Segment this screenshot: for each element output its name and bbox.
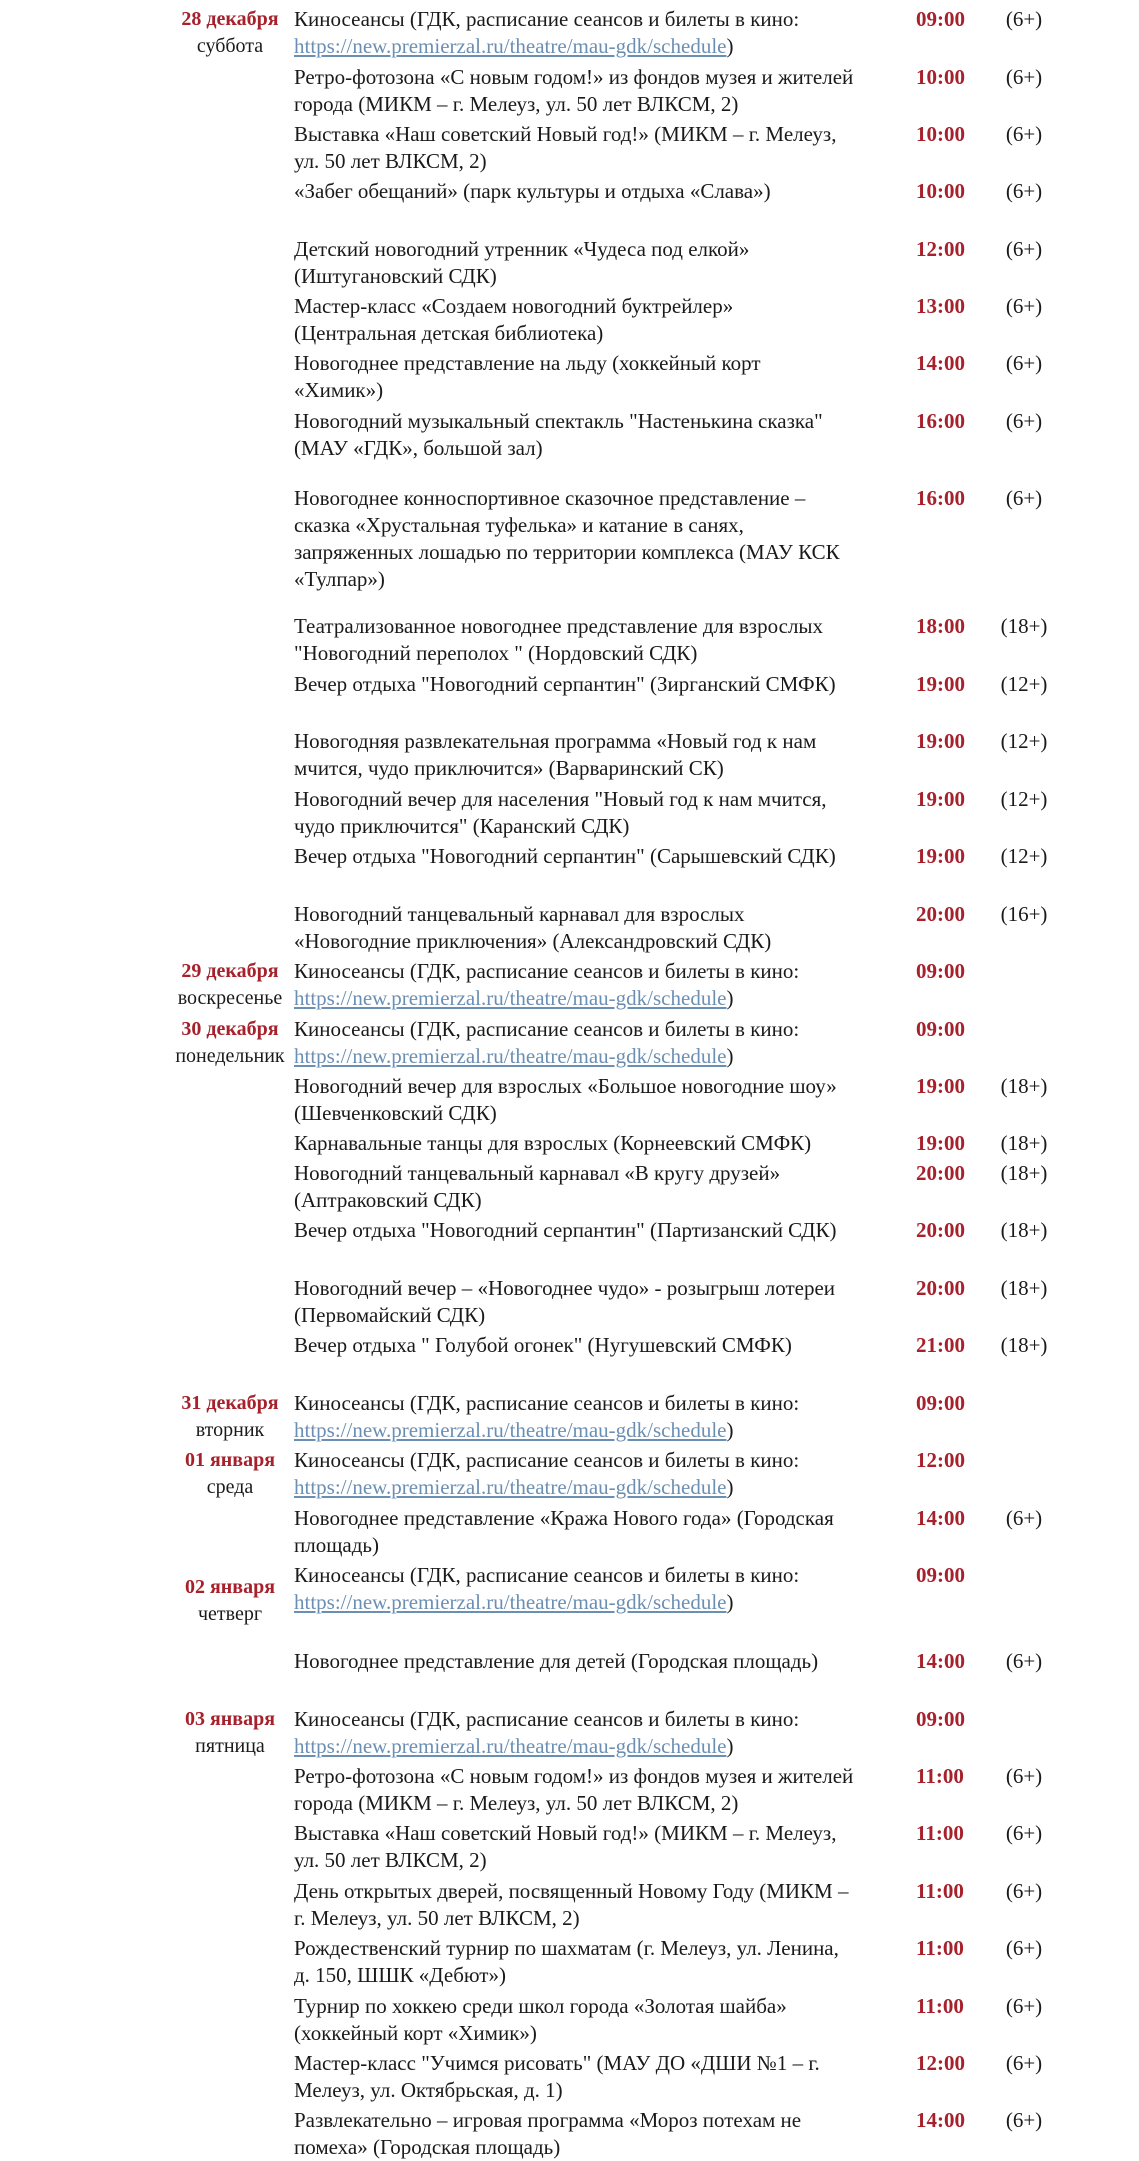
event-description	[294, 293, 914, 347]
age-rating: (12+)	[1000, 672, 1048, 696]
event-text-line: Выставка «Наш советский Новый год!» (МИКМ – г. Мелеуз,	[294, 122, 837, 146]
event-text-line: города (МИКМ – г. Мелеуз, ул. 50 лет ВЛКСМ, 2)	[294, 1791, 739, 1815]
event-text-line: (Аптраковский СДК)	[294, 1188, 482, 1212]
event-time: 10:00	[916, 122, 965, 146]
event-description	[294, 1016, 914, 1070]
event-time: 11:00	[916, 1936, 964, 1960]
event-description	[294, 728, 914, 782]
event-text-line: (Шевченковский СДК)	[294, 1101, 497, 1125]
age-rating: (18+)	[1000, 614, 1048, 638]
event-description	[294, 408, 914, 462]
event-time: 20:00	[916, 1161, 965, 1185]
event-description	[294, 1763, 914, 1817]
event-time: 14:00	[916, 1649, 965, 1673]
age-rating: (6+)	[1005, 351, 1043, 375]
event-time: 09:00	[916, 1707, 965, 1731]
event-text-line: Новогодний музыкальный спектакль "Настенькина сказка"	[294, 409, 823, 433]
event-text-line: (МАУ «ГДК», большой зал)	[294, 436, 543, 460]
link-closing-paren: )	[726, 1044, 734, 1068]
event-text-line: Киносеансы (ГДК, расписание сеансов и билеты в кино:	[294, 1448, 800, 1472]
event-text-line: Киносеансы (ГДК, расписание сеансов и билеты в кино:	[294, 1017, 800, 1041]
age-rating: (6+)	[1005, 409, 1043, 433]
date-cell	[160, 1706, 300, 1760]
age-rating: (6+)	[1005, 1649, 1043, 1673]
date-cell	[160, 1447, 300, 1501]
event-description	[294, 6, 914, 60]
event-time: 11:00	[916, 1879, 964, 1903]
event-weekday: пятница	[195, 1735, 265, 1757]
link-closing-paren: )	[726, 1590, 734, 1614]
event-text-line: Новогоднее конноспортивное сказочное представление –	[294, 486, 806, 510]
event-text-line: Новогодний вечер для взрослых «Большое новогодние шоу»	[294, 1074, 837, 1098]
event-text-line: Киносеансы (ГДК, расписание сеансов и билеты в кино:	[294, 959, 800, 983]
event-text-line: г. Мелеуз, ул. 50 лет ВЛКСМ, 2)	[294, 1906, 580, 1930]
event-text-line: Мастер-класс "Учимся рисовать" (МАУ ДО «ДШИ №1 – г.	[294, 2051, 820, 2075]
event-text-line: «Химик»)	[294, 378, 384, 402]
event-time: 12:00	[916, 1448, 965, 1472]
event-description	[294, 350, 914, 404]
age-rating: (6+)	[1005, 122, 1043, 146]
age-rating: (6+)	[1005, 2108, 1043, 2132]
link-closing-paren: )	[726, 1418, 734, 1442]
date-cell	[160, 958, 300, 1012]
event-time: 09:00	[916, 1391, 965, 1415]
event-text-line: Киносеансы (ГДК, расписание сеансов и билеты в кино:	[294, 1707, 800, 1731]
event-description	[294, 64, 914, 118]
event-description	[294, 121, 914, 175]
event-time: 11:00	[916, 1994, 964, 2018]
event-description	[294, 1993, 914, 2047]
event-weekday: суббота	[196, 35, 264, 57]
age-rating: (6+)	[1005, 1821, 1043, 1845]
event-text-line: (Первомайский СДК)	[294, 1303, 486, 1327]
link-closing-paren: )	[726, 1734, 734, 1758]
event-weekday: воскресенье	[177, 987, 283, 1009]
age-rating: (18+)	[1000, 1276, 1048, 1300]
event-time: 09:00	[916, 959, 965, 983]
event-description	[294, 178, 914, 205]
event-date: 01 января	[184, 1449, 276, 1471]
event-time: 19:00	[916, 729, 965, 753]
schedule-link[interactable]: https://new.premierzal.ru/theatre/mau-gdk/schedule	[294, 34, 727, 58]
age-rating: (12+)	[1000, 844, 1048, 868]
event-text-line: д. 150, ШШК «Дебют»)	[294, 1963, 506, 1987]
link-closing-paren: )	[726, 986, 734, 1010]
event-text-line: "Новогодний переполох " (Нордовский СДК)	[294, 641, 698, 665]
event-text-line: День открытых дверей, посвященный Новому Году (МИКМ –	[294, 1879, 849, 1903]
event-description	[294, 1935, 914, 1989]
event-text-line: Новогодний вечер для населения "Новый год к нам мчится,	[294, 787, 827, 811]
event-text-line: города (МИКМ – г. Мелеуз, ул. 50 лет ВЛКСМ, 2)	[294, 92, 739, 116]
age-rating: (16+)	[1000, 902, 1048, 926]
event-text-line: Мелеуз, ул. Октябрьская, д. 1)	[294, 2078, 563, 2102]
event-time: 12:00	[916, 2051, 965, 2075]
event-description	[294, 1648, 914, 1675]
age-rating: (18+)	[1000, 1074, 1048, 1098]
event-text-line: Новогодний танцевальный карнавал для взрослых	[294, 902, 745, 926]
event-date: 30 декабря	[181, 1018, 279, 1040]
event-text-line: Новогоднее представление для детей (Городская площадь)	[294, 1649, 819, 1673]
event-time: 20:00	[916, 1276, 965, 1300]
event-text-line: Театрализованное новогоднее представление для взрослых	[294, 614, 824, 638]
date-cell	[160, 1574, 300, 1628]
event-text-line: ул. 50 лет ВЛКСМ, 2)	[294, 149, 487, 173]
age-rating: (18+)	[1000, 1161, 1048, 1185]
event-time: 10:00	[916, 65, 965, 89]
event-description	[294, 1073, 914, 1127]
event-date: 03 января	[184, 1708, 276, 1730]
event-description	[294, 236, 914, 290]
event-description	[294, 786, 914, 840]
event-weekday: четверг	[197, 1603, 263, 1625]
event-description	[294, 1820, 914, 1874]
event-text-line: Новогодний танцевальный карнавал «В кругу друзей»	[294, 1161, 781, 1185]
event-time: 18:00	[916, 614, 965, 638]
schedule-link[interactable]: https://new.premierzal.ru/theatre/mau-gdk/schedule	[294, 1590, 727, 1614]
age-rating: (6+)	[1005, 7, 1043, 31]
event-time: 20:00	[916, 1218, 965, 1242]
event-text-line: Мастер-класс «Создаем новогодний буктрейлер»	[294, 294, 734, 318]
age-rating: (6+)	[1005, 65, 1043, 89]
event-text-line: сказка «Хрустальная туфелька» и катание в санях,	[294, 513, 744, 537]
age-rating: (6+)	[1005, 237, 1043, 261]
schedule-link[interactable]: https://new.premierzal.ru/theatre/mau-gdk/schedule	[294, 1734, 727, 1758]
event-time: 12:00	[916, 237, 965, 261]
event-text-line: чудо приключится" (Каранский СДК)	[294, 814, 630, 838]
event-time: 19:00	[916, 1131, 965, 1155]
event-text-line: Киносеансы (ГДК, расписание сеансов и билеты в кино:	[294, 1563, 800, 1587]
event-time: 14:00	[916, 351, 965, 375]
event-date: 31 декабря	[181, 1392, 279, 1414]
event-description	[294, 1706, 914, 1760]
event-text-line: «Забег обещаний» (парк культуры и отдыха «Слава»)	[294, 179, 771, 203]
event-time: 09:00	[916, 1017, 965, 1041]
event-text-line: Новогоднее представление «Кража Нового года» (Городская	[294, 1506, 834, 1530]
event-description	[294, 485, 914, 593]
event-text-line: Развлекательно – игровая программа «Мороз потехам не	[294, 2108, 802, 2132]
event-description	[294, 613, 914, 667]
event-description	[294, 1160, 914, 1214]
event-date: 28 декабря	[181, 8, 279, 30]
event-description	[294, 2107, 914, 2161]
event-time: 19:00	[916, 787, 965, 811]
age-rating: (6+)	[1005, 1506, 1043, 1530]
age-rating: (6+)	[1005, 1994, 1043, 2018]
event-text-line: Киносеансы (ГДК, расписание сеансов и билеты в кино:	[294, 1391, 800, 1415]
age-rating: (18+)	[1000, 1218, 1048, 1242]
event-text-line: Вечер отдыха "Новогодний серпантин" (Зирганский СМФК)	[294, 672, 836, 696]
event-description	[294, 1275, 914, 1329]
event-time: 11:00	[916, 1821, 964, 1845]
age-rating: (18+)	[1000, 1333, 1048, 1357]
event-text-line: Новогоднее представление на льду (хоккейный корт	[294, 351, 761, 375]
age-rating: (6+)	[1005, 486, 1043, 510]
event-description	[294, 1390, 914, 1444]
event-text-line: Вечер отдыха "Новогодний серпантин" (Партизанский СДК)	[294, 1218, 837, 1242]
event-text-line: «Тулпар»)	[294, 567, 385, 591]
event-description	[294, 2050, 914, 2104]
event-text-line: Киносеансы (ГДК, расписание сеансов и билеты в кино:	[294, 7, 800, 31]
event-time: 21:00	[916, 1333, 965, 1357]
date-cell	[160, 6, 300, 60]
event-text-line: Ретро-фотозона «С новым годом!» из фондов музея и жителей	[294, 65, 854, 89]
event-description	[294, 843, 914, 870]
event-text-line: запряженных лошадью по территории комплекса (МАУ КСК	[294, 540, 840, 564]
event-weekday: среда	[206, 1476, 254, 1498]
event-text-line: Рождественский турнир по шахматам (г. Мелеуз, ул. Ленина,	[294, 1936, 839, 1960]
event-text-line: Вечер отдыха " Голубой огонек" (Нугушевский СМФК)	[294, 1333, 792, 1357]
event-time: 09:00	[916, 1563, 965, 1587]
link-closing-paren: )	[726, 1475, 734, 1499]
event-description	[294, 1217, 914, 1244]
event-text-line: Новогодний вечер – «Новогоднее чудо» - розыгрыш лотереи	[294, 1276, 836, 1300]
event-time: 19:00	[916, 1074, 965, 1098]
event-text-line: площадь)	[294, 1533, 379, 1557]
event-text-line: (Центральная детская библиотека)	[294, 321, 604, 345]
event-time: 14:00	[916, 1506, 965, 1530]
age-rating: (6+)	[1005, 179, 1043, 203]
event-text-line: (хоккейный корт «Химик»)	[294, 2021, 537, 2045]
event-text-line: Детский новогодний утренник «Чудеса под елкой»	[294, 237, 750, 261]
event-text-line: Ретро-фотозона «С новым годом!» из фондов музея и жителей	[294, 1764, 854, 1788]
event-description	[294, 671, 914, 698]
age-rating: (6+)	[1005, 2051, 1043, 2075]
schedule-link[interactable]: https://new.premierzal.ru/theatre/mau-gdk/schedule	[294, 1418, 727, 1442]
date-cell	[160, 1390, 300, 1444]
event-description	[294, 1505, 914, 1559]
event-description	[294, 1562, 914, 1616]
event-description	[294, 1130, 914, 1157]
event-weekday: понедельник	[175, 1045, 285, 1067]
event-text-line: помеха» (Городская площадь)	[294, 2135, 561, 2159]
age-rating: (6+)	[1005, 1936, 1043, 1960]
event-time: 11:00	[916, 1764, 964, 1788]
event-time: 09:00	[916, 7, 965, 31]
event-weekday: вторник	[195, 1419, 265, 1441]
event-text-line: Турнир по хоккею среди школ города «Золотая шайба»	[294, 1994, 787, 2018]
event-text-line: ул. 50 лет ВЛКСМ, 2)	[294, 1848, 487, 1872]
event-text-line: «Новогодние приключения» (Александровский СДК)	[294, 929, 772, 953]
event-description	[294, 1332, 914, 1359]
event-time: 13:00	[916, 294, 965, 318]
event-date: 02 января	[184, 1576, 276, 1598]
event-text-line: (Иштугановский СДК)	[294, 264, 497, 288]
event-time: 14:00	[916, 2108, 965, 2132]
event-date: 29 декабря	[181, 960, 279, 982]
event-time: 19:00	[916, 844, 965, 868]
schedule-link[interactable]: https://new.premierzal.ru/theatre/mau-gdk/schedule	[294, 1044, 727, 1068]
age-rating: (6+)	[1005, 1879, 1043, 1903]
age-rating: (18+)	[1000, 1131, 1048, 1155]
schedule-link[interactable]: https://new.premierzal.ru/theatre/mau-gdk/schedule	[294, 986, 727, 1010]
event-time: 16:00	[916, 409, 965, 433]
event-time: 10:00	[916, 179, 965, 203]
age-rating: (6+)	[1005, 294, 1043, 318]
event-text-line: Карнавальные танцы для взрослых (Корнеевский СМФК)	[294, 1131, 812, 1155]
event-time: 20:00	[916, 902, 965, 926]
event-time: 16:00	[916, 486, 965, 510]
date-cell	[160, 1016, 300, 1070]
event-description	[294, 1447, 914, 1501]
event-text-line: Новогодняя развлекательная программа «Новый год к нам	[294, 729, 817, 753]
age-rating: (6+)	[1005, 1764, 1043, 1788]
link-closing-paren: )	[726, 34, 734, 58]
event-description	[294, 1878, 914, 1932]
event-description	[294, 958, 914, 1012]
schedule-link[interactable]: https://new.premierzal.ru/theatre/mau-gdk/schedule	[294, 1475, 727, 1499]
event-description	[294, 901, 914, 955]
age-rating: (12+)	[1000, 729, 1048, 753]
event-text-line: Вечер отдыха "Новогодний серпантин" (Сарышевский СДК)	[294, 844, 836, 868]
event-time: 19:00	[916, 672, 965, 696]
age-rating: (12+)	[1000, 787, 1048, 811]
event-text-line: мчится, чудо приключится» (Варваринский СК)	[294, 756, 724, 780]
event-text-line: Выставка «Наш советский Новый год!» (МИКМ – г. Мелеуз,	[294, 1821, 837, 1845]
